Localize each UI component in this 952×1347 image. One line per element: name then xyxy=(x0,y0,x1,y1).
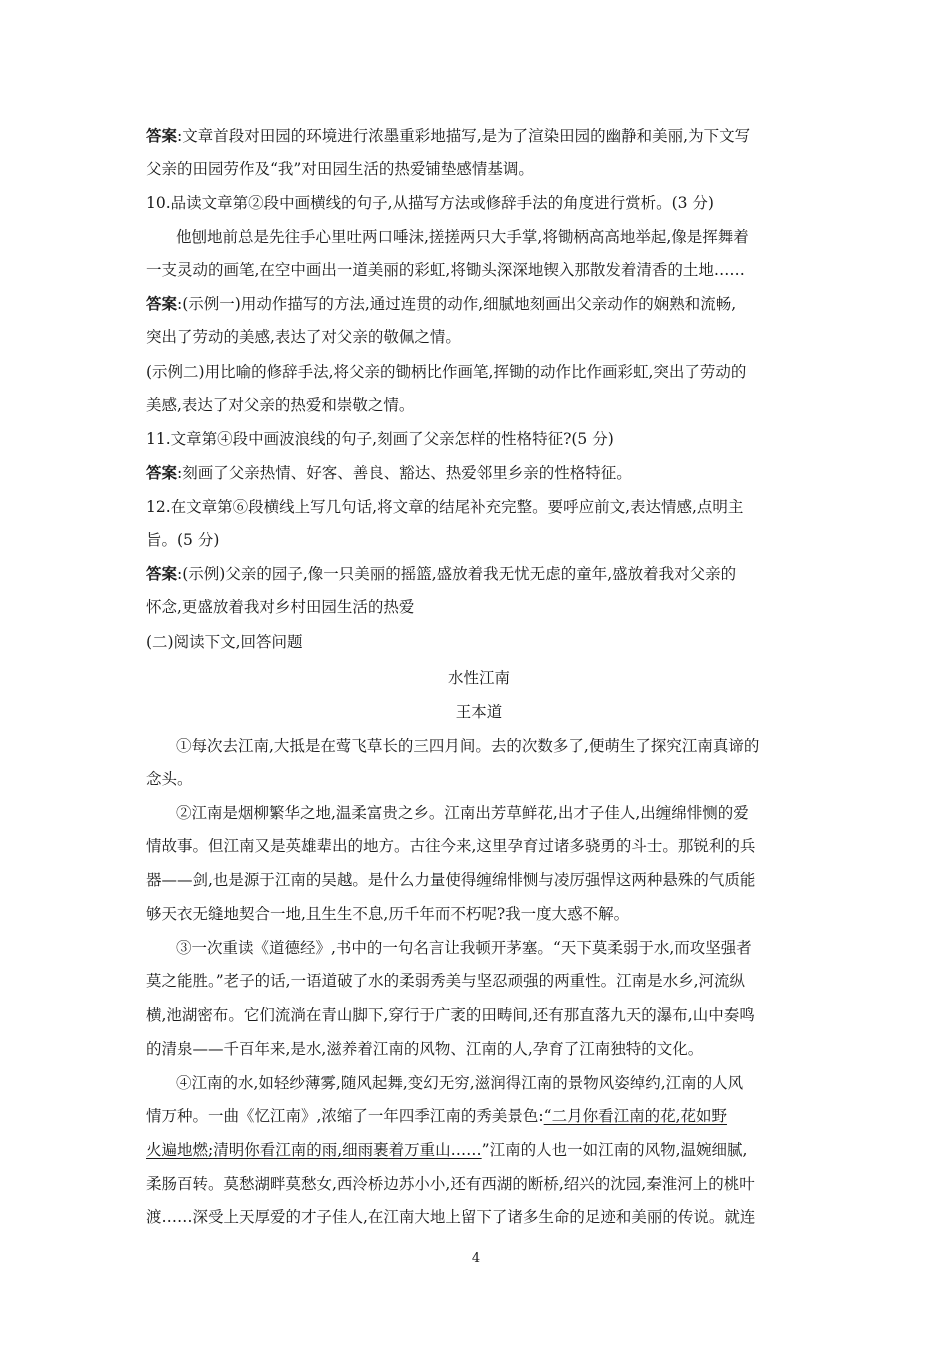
question-10-quote-line-2: 一支灵动的画笔,在空中画出一道美丽的彩虹,将锄头深深地锲入那散发着清香的土地…… xyxy=(146,261,745,279)
answer-9-line-1: 答案:文章首段对田园的环境进行浓墨重彩地描写,是为了渲染田园的幽静和美丽,为下文写 xyxy=(146,126,751,145)
paragraph-3-line-3: 横,池湖密布。它们流淌在青山脚下,穿行于广袤的田畴间,还有那直落九天的瀑布,山中奏鸣 xyxy=(146,1006,755,1024)
question-10: 10.品读文章第②段中画横线的句子,从描写方法或修辞手法的角度进行赏析。(3 分) xyxy=(146,194,714,212)
question-12-line-1: 12.在文章第⑥段横线上写几句话,将文章的结尾补充完整。要呼应前文,表达情感,点明主 xyxy=(146,498,744,516)
paragraph-3-line-4: 的清泉——千百年来,是水,滋养着江南的风物、江南的人,孕育了江南独特的文化。 xyxy=(146,1040,704,1058)
question-10-quote-line-1: 他刨地前总是先往手心里吐两口唾沫,搓搓两只大手掌,将锄柄高高地举起,像是挥舞着 xyxy=(176,228,749,246)
answer-10-line-2: 突出了劳动的美感,表达了对父亲的敬佩之情。 xyxy=(146,328,461,346)
answer-10-line-1: 答案:(示例一)用动作描写的方法,通过连贯的动作,细腻地刻画出父亲动作的娴熟和流畅, xyxy=(146,294,737,313)
answer-label: 答案 xyxy=(146,294,178,313)
answer-label: 答案 xyxy=(146,126,178,145)
paragraph-2-line-1: ②江南是烟柳繁华之地,温柔富贵之乡。江南出芳草鲜花,出才子佳人,出缠绵悱恻的爱 xyxy=(176,804,749,822)
answer-10-line-3: (示例二)用比喻的修辞手法,将父亲的锄柄比作画笔,挥锄的动作比作画彩虹,突出了劳动的 xyxy=(146,363,747,381)
paragraph-2-line-3: 器——剑,也是源于江南的吴越。是什么力量使得缠绵悱恻与凌厉强悍这两种悬殊的气质能 xyxy=(146,871,756,889)
paragraph-4-line-4: 柔肠百转。莫愁湖畔莫愁女,西泠桥边苏小小,还有西湖的断桥,绍兴的沈园,秦淮河上的桃叶 xyxy=(146,1175,755,1193)
answer-9-line-2: 父亲的田园劳作及“我”对田园生活的热爱铺垫感情基调。 xyxy=(146,160,534,178)
article-author: 王本道 xyxy=(455,703,503,721)
answer-11: 答案:刻画了父亲热情、好客、善良、豁达、热爱邻里乡亲的性格特征。 xyxy=(146,463,632,482)
paragraph-4-line-2: 情万种。一曲《忆江南》,浓缩了一年四季江南的秀美景色:“二月你看江南的花,花如野 xyxy=(146,1107,728,1125)
paragraph-4-line-1: ④江南的水,如轻纱薄雾,随风起舞,变幻无穷,滋润得江南的景物风姿绰约,江南的人风 xyxy=(176,1074,744,1092)
paragraph-4-line-5: 渡……深受上天厚爱的才子佳人,在江南大地上留下了诸多生命的足迹和美丽的传说。就连 xyxy=(146,1208,756,1226)
question-11: 11.文章第④段中画波浪线的句子,刻画了父亲怎样的性格特征?(5 分) xyxy=(146,430,614,448)
answer-12-line-1: 答案:(示例)父亲的园子,像一只美丽的摇篮,盛放着我无忧无虑的童年,盛放着我对父亲的 xyxy=(146,564,737,583)
article-title: 水性江南 xyxy=(447,669,510,687)
paragraph-3-line-1: ③一次重读《道德经》,书中的一句名言让我顿开茅塞。“天下莫柔弱于水,而攻坚强者 xyxy=(176,939,752,957)
paragraph-4-line-3: 火遍地燃;清明你看江南的雨,细雨裹着万重山……”江南的人也一如江南的风物,温婉细腻, xyxy=(146,1141,748,1159)
paragraph-1-line-1: ①每次去江南,大抵是在莺飞草长的三四月间。去的次数多了,便萌生了探究江南真谛的 xyxy=(176,737,760,755)
paragraph-3-line-2: 莫之能胜。”老子的话,一语道破了水的柔弱秀美与坚忍顽强的两重性。江南是水乡,河流纵 xyxy=(146,972,746,990)
underlined-quote: 火遍地燃;清明你看江南的雨,细雨裹着万重山…… xyxy=(146,1141,482,1159)
paragraph-2-line-4: 够天衣无缝地契合一地,且生生不息,历千年而不朽呢?我一度大惑不解。 xyxy=(146,905,630,923)
paragraph-1-line-2: 念头。 xyxy=(146,770,193,788)
answer-label: 答案 xyxy=(146,564,178,583)
paragraph-2-line-2: 情故事。但江南又是英雄辈出的地方。古往今来,这里孕育过诸多骁勇的斗士。那锐利的兵 xyxy=(146,837,756,855)
part-2-heading: (二)阅读下文,回答问题 xyxy=(146,633,303,651)
page-number: 4 xyxy=(471,1251,481,1266)
answer-10-line-4: 美感,表达了对父亲的热爱和崇敬之情。 xyxy=(146,396,415,414)
question-12-line-2: 旨。(5 分) xyxy=(146,531,220,549)
underlined-quote: “二月你看江南的花,花如野 xyxy=(543,1107,728,1125)
answer-label: 答案 xyxy=(146,463,178,482)
answer-12-line-2: 怀念,更盛放着我对乡村田园生活的热爱 xyxy=(146,598,415,616)
